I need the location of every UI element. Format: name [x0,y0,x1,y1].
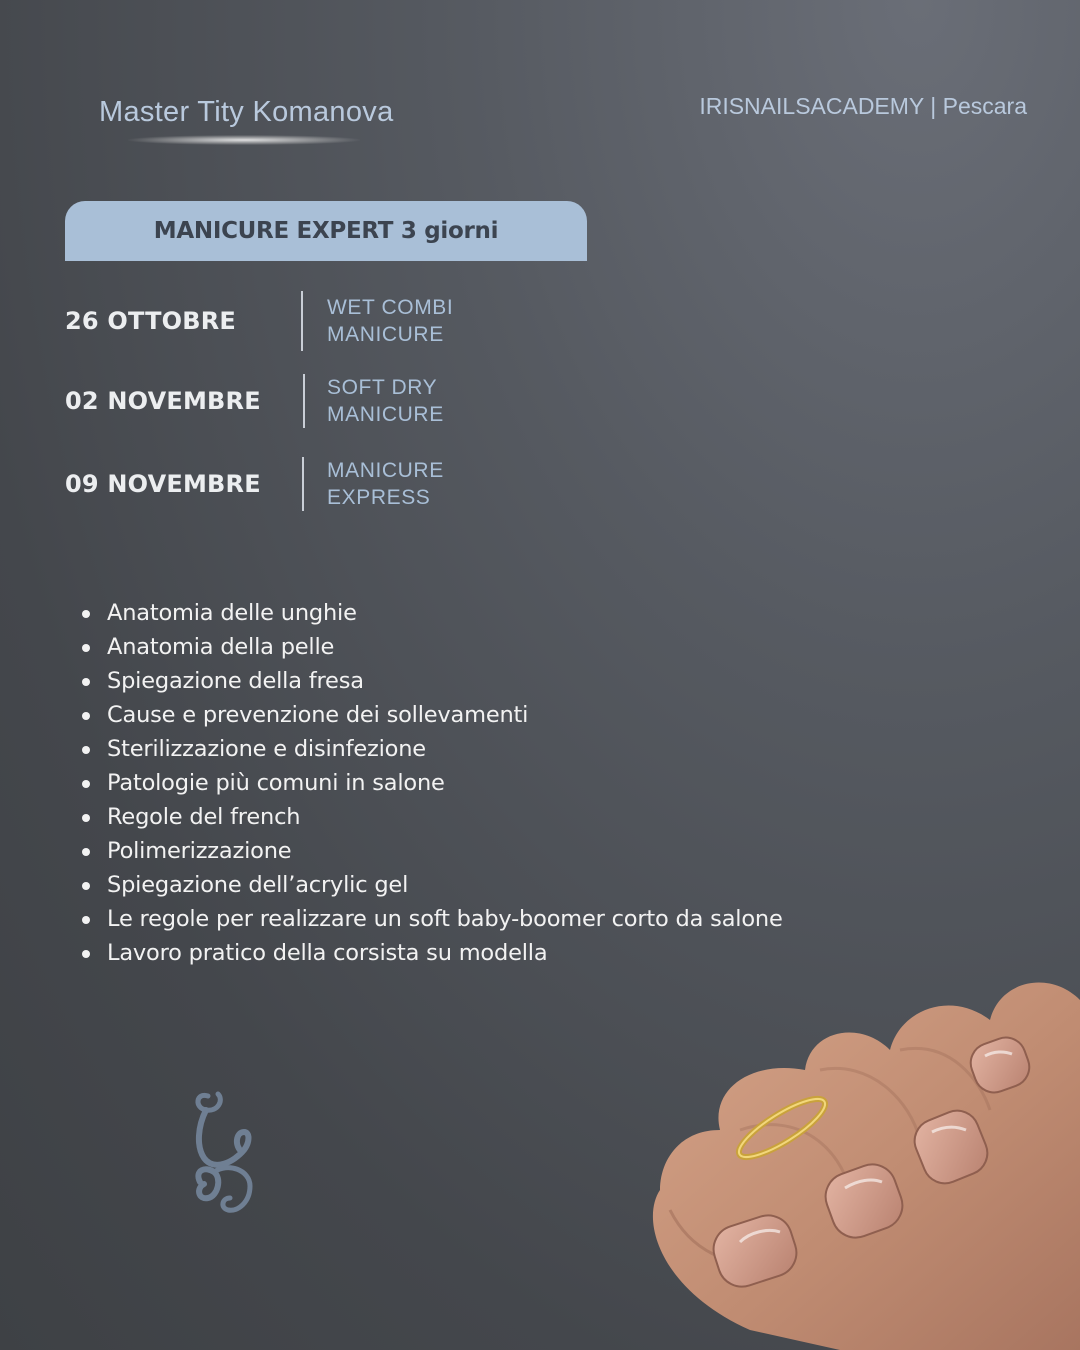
schedule-date: 09 NOVEMBRE [65,470,261,498]
schedule-topic-line: MANICURE [327,403,444,426]
academy-brand: IRISNAILSACADEMY | Pescara [699,93,1027,119]
list-item: Lavoro pratico della corsista su modella [80,936,783,970]
schedule-topic [327,457,444,511]
list-item: Anatomia delle unghie [80,596,783,630]
manicured-hand-photo [600,960,1080,1350]
schedule-divider [301,291,303,351]
list-item: Regole del french [80,800,783,834]
schedule-topic-line: WET COMBI [327,296,454,319]
schedule-topic-line: EXPRESS [327,486,431,509]
list-item: Le regole per realizzare un soft baby-boomer corto da salone [80,902,783,936]
list-item: Spiegazione dell’acrylic gel [80,868,783,902]
schedule-row [65,291,565,351]
course-topics-list [80,596,783,970]
list-item: Sterilizzazione e disinfezione [80,732,783,766]
course-title: MANICURE EXPERT 3 giorni [153,218,499,244]
schedule-topic-line: MANICURE [327,323,444,346]
schedule-row [65,374,565,428]
course-header [65,201,587,261]
master-name: Master Tity Komanova [99,96,394,128]
schedule-date: 26 OTTOBRE [65,307,237,335]
list-item: Polimerizzazione [80,834,783,868]
tk-monogram-icon [188,1086,268,1226]
schedule-date: 02 NOVEMBRE [65,387,261,415]
list-item: Cause e prevenzione dei sollevamenti [80,698,783,732]
master-name-underline [128,135,360,145]
schedule-topic [327,294,453,348]
schedule-divider [302,457,304,511]
schedule-topic [327,374,444,428]
schedule-topic-line: MANICURE [327,459,444,482]
schedule-topic-line: SOFT DRY [327,376,438,399]
schedule-row [65,457,565,511]
list-item: Patologie più comuni in salone [80,766,783,800]
list-item: Anatomia della pelle [80,630,783,664]
list-item: Spiegazione della fresa [80,664,783,698]
schedule-divider [303,374,305,428]
